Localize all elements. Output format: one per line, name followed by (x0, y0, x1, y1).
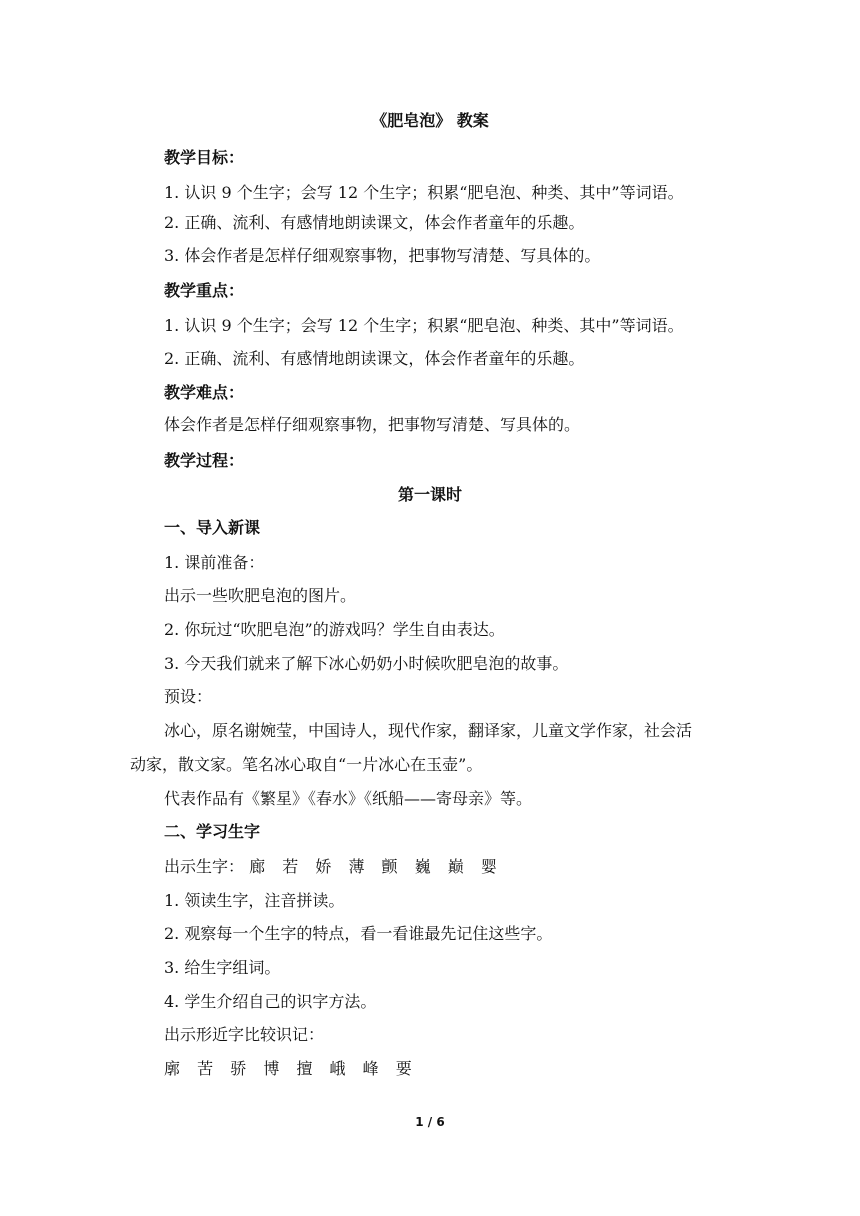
key-point-item: 1. 认识 9 个生字；会写 12 个生字；积累“肥皂泡、种类、其中”等词语。 (164, 316, 684, 335)
similar-char: 博 (263, 1059, 280, 1078)
goal-item: 2. 正确、流利、有感情地朗读课文，体会作者童年的乐趣。 (164, 213, 585, 232)
process-heading: 教学过程： (164, 451, 245, 470)
difficult-points-heading: 教学难点： (164, 383, 245, 402)
key-points-heading: 教学重点： (164, 281, 245, 300)
similar-char: 廓 (164, 1059, 181, 1078)
compare-label: 出示形近字比较识记： (164, 1025, 325, 1044)
goal-item: 1. 认识 9 个生字；会写 12 个生字；积累“肥皂泡、种类、其中”等词语。 (164, 183, 684, 202)
step-item: 3. 给生字组词。 (164, 958, 281, 977)
similar-char: 峨 (329, 1059, 346, 1078)
step-item: 1. 领读生字，注音拼读。 (164, 891, 345, 910)
similar-char: 峰 (362, 1059, 379, 1078)
works-text: 代表作品有《繁星》《春水》《纸船——寄母亲》等。 (164, 789, 533, 808)
bio-line: 冰心，原名谢婉莹，中国诗人，现代作家，翻译家，儿童文学作家，社会活 (164, 721, 693, 740)
lesson-title: 第一课时 (397, 485, 462, 504)
step-item: 2. 观察每一个生字的特点，看一看谁最先记住这些字。 (164, 924, 553, 943)
new-char: 薄 (348, 857, 365, 876)
page-number: 1 / 6 (415, 1115, 445, 1129)
key-point-item: 2. 正确、流利、有感情地朗读课文，体会作者童年的乐趣。 (164, 349, 585, 368)
goal-item: 3. 体会作者是怎样仔细观察事物，把事物写清楚、写具体的。 (164, 246, 601, 265)
similar-char: 苦 (197, 1059, 214, 1078)
new-char: 婴 (480, 857, 497, 876)
similar-char: 要 (395, 1059, 412, 1078)
similar-chars-row (164, 1059, 412, 1079)
new-char: 颤 (381, 857, 398, 876)
similar-char: 擅 (296, 1059, 313, 1078)
goals-heading: 教学目标： (164, 148, 245, 167)
new-char: 廊 (249, 857, 266, 876)
new-chars-row (164, 857, 497, 877)
similar-char: 骄 (230, 1059, 247, 1078)
difficult-point-text: 体会作者是怎样仔细观察事物，把事物写清楚、写具体的。 (164, 415, 581, 434)
prep-label: 1. 课前准备： (164, 553, 265, 572)
new-char: 巍 (414, 857, 431, 876)
new-char: 若 (282, 857, 299, 876)
new-chars-label: 出示生字： (164, 857, 245, 876)
section2-heading: 二、学习生字 (164, 822, 261, 841)
new-char: 娇 (315, 857, 332, 876)
step-item: 4. 学生介绍自己的识字方法。 (164, 992, 377, 1011)
preset-label: 预设： (164, 687, 213, 706)
new-char: 巅 (447, 857, 464, 876)
prep-text: 出示一些吹肥皂泡的图片。 (164, 586, 357, 605)
section1-heading: 一、导入新课 (164, 518, 261, 537)
question-3: 3. 今天我们就来了解下冰心奶奶小时候吹肥皂泡的故事。 (164, 654, 569, 673)
document-title: 《肥皂泡》 教案 (371, 111, 489, 130)
bio-line: 动家，散文家。笔名冰心取自“一片冰心在玉壶”。 (130, 755, 483, 774)
question-2: 2. 你玩过“吹肥皂泡”的游戏吗？学生自由表达。 (164, 620, 505, 639)
